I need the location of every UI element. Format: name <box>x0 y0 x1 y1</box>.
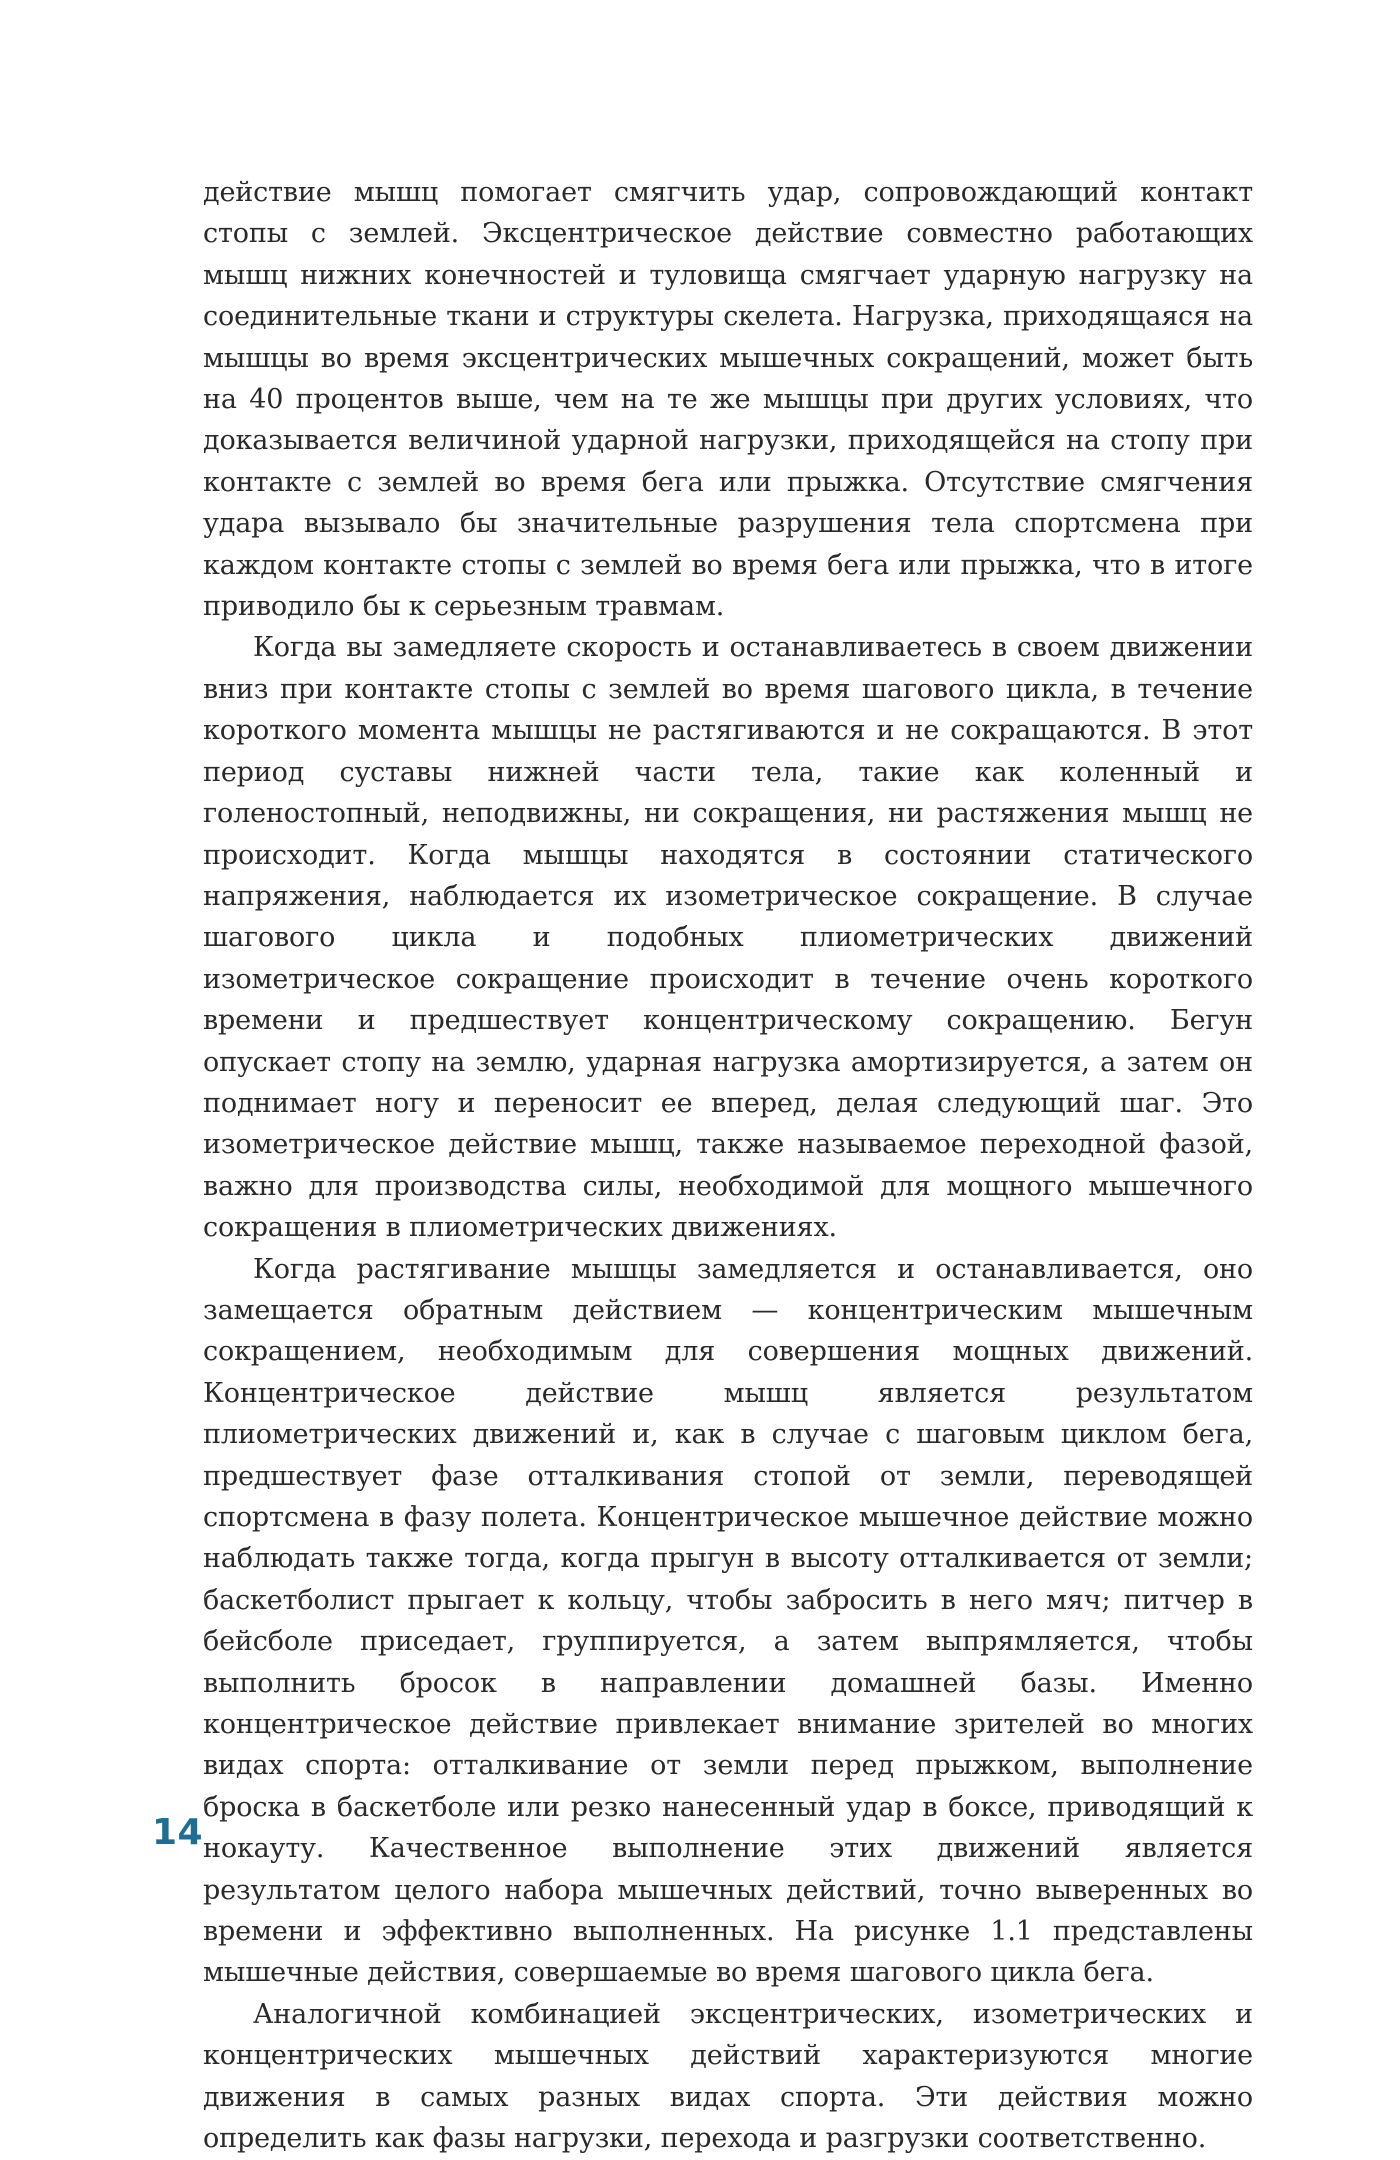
paragraph: Аналогичной комбинацией эксцентрических, изометрических и концентрических мышечных действий характеризуются многие движения в самых разных видах спорта. Эти действия можно определить как фазы нагрузки, перехода и разгрузки соответственно. <box>203 1998 1253 2155</box>
body-text <box>203 172 1253 2160</box>
paragraph: Когда вы замедляете скорость и останавливаетесь в своем движении вниз при контакте стопы с землей во время шагового цикла, в течение короткого момента мышцы не растягиваются и не сокращаются. В этот период суставы нижней части тела, такие как коленный и голеностопный, неподвижны, ни сокращения, ни растяжения мышц не происходит. Когда мышцы находятся в состоянии статического напряжения, наблюдается их изометрическое сокращение. В случае шагового цикла и подобных плиометрических движений изометрическое сокращение происходит в течение очень короткого времени и предшествует концентрическому сокращению. Бегун опускает стопу на землю, ударная нагрузка амортизируется, а затем он поднимает ногу и переносит ее вперед, делая следующий шаг. Это изометрическое действие мышц, также называемое переходной фазой, важно для производства силы, необходимой для мощного мышечного сокращения в плиометрических движениях. <box>203 632 1253 1244</box>
paragraph-continued: действие мышц помогает смягчить удар, сопровождающий контакт стопы с землей. Эксцентрическое действие совместно работающих мышц нижних конечностей и туловища смягчает ударную нагрузку на соединительные ткани и структуры скелета. Нагрузка, приходящаяся на мышцы во время эксцентрических мышечных сокращений, может быть на 40 процентов выше, чем на те же мышцы при других условиях, что доказывается величиной ударной нагрузки, приходящейся на стопу при контакте с землей во время бега или прыжка. Отсутствие смягчения удара вызывало бы значительные разрушения тела спортсмена при каждом контакте стопы с землей во время бега или прыжка, что в итоге приводило бы к серьезным травмам. <box>203 177 1253 623</box>
paragraph: Когда растягивание мышцы замедляется и останавливается, оно замещается обратным действием — концентрическим мышечным сокращением, необходимым для совершения мощных движений. Концентрическое действие мышц является результатом плиометрических движений и, как в случае с шаговым циклом бега, предшествует фазе отталкивания стопой от земли, переводящей спортсмена в фазу полета. Концентрическое мышечное действие можно наблюдать также тогда, когда прыгун в высоту отталкивается от земли; баскетболист прыгает к кольцу, чтобы забросить в него мяч; питчер в бейсболе приседает, группируется, а затем выпрямляется, чтобы выполнить бросок в направлении домашней базы. Именно концентрическое действие привлекает внимание зрителей во многих видах спорта: отталкивание от земли перед прыжком, выполнение броска в баскетболе или резко нанесенный удар в боксе, приводящий к нокауту. Качественное выполнение этих движений является результатом целого набора мышечных действий, точно выверенных во времени и эффективно выполненных. На рисунке 1.1 представлены мышечные действия, совершаемые во время шагового цикла бега. <box>203 1253 1253 1989</box>
page-number: 14 <box>152 1812 204 1853</box>
